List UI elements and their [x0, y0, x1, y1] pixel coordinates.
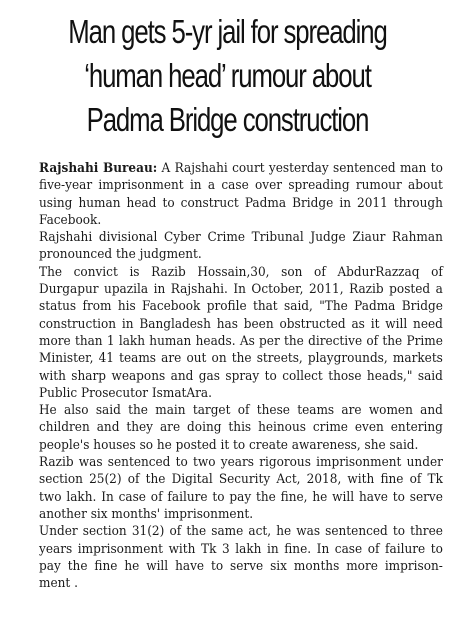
article-paragraph-1 [39, 160, 443, 229]
article-paragraph-6: Under section 31(2) of the same act, he was sentenced to three years imprisonment with Tk 3 lakh in fine. In case of failure to pay the fine he will have to serve six months more imprison- ment . [39, 524, 443, 592]
article-text [39, 160, 443, 592]
headline-line-2: ‘human head’ rumour about [84, 57, 371, 94]
byline: Rajshahi Bureau: [39, 161, 158, 176]
article-paragraph-2: Rajshahi divisional Cyber Crime Tribunal Judge Ziaur Rahman pronounced the judgment. [39, 230, 443, 263]
headline-line-3: Padma Bridge construction [86, 101, 369, 138]
article-paragraph-3: The convict is Razib Hossain,30, son of AbdurRazzaq of Durgapur upazila in Rajshahi. In October, 2011, Razib posted a status from his Facebook profile that said, "The Padma Bridge construction in Bangladesh has been obstructed as it will need more than 1 lakh human heads. As per the directive of the Prime Minister, 41 teams are out on the streets, playgrounds, markets with sharp weapons and gas spray to collect those heads," said Public Prosecutor IsmatAra. [39, 264, 443, 401]
article-paragraph-5: Razib was sentenced to two years rigorous imprisonment under section 25(2) of the Digital Security Act, 2018, with fine of Tk two lakh. In case of failure to pay the fine, he will have to serve another six months' imprisonment. [39, 455, 443, 522]
headline-line-1: Man gets 5-yr jail for spreading [68, 13, 387, 50]
article-paragraph-4: He also said the main target of these teams are women and children and they are doing this heinous crime even entering people's houses so he posted it to create awareness, she said. [39, 403, 443, 453]
headline [0, 10, 455, 142]
article-body [39, 160, 443, 592]
lead-text: A Rajshahi court yesterday sentenced man to five-year imprisonment in a case over spreading rumour about using human head to construct Padma Bridge in 2011 through Facebook. [39, 161, 443, 228]
